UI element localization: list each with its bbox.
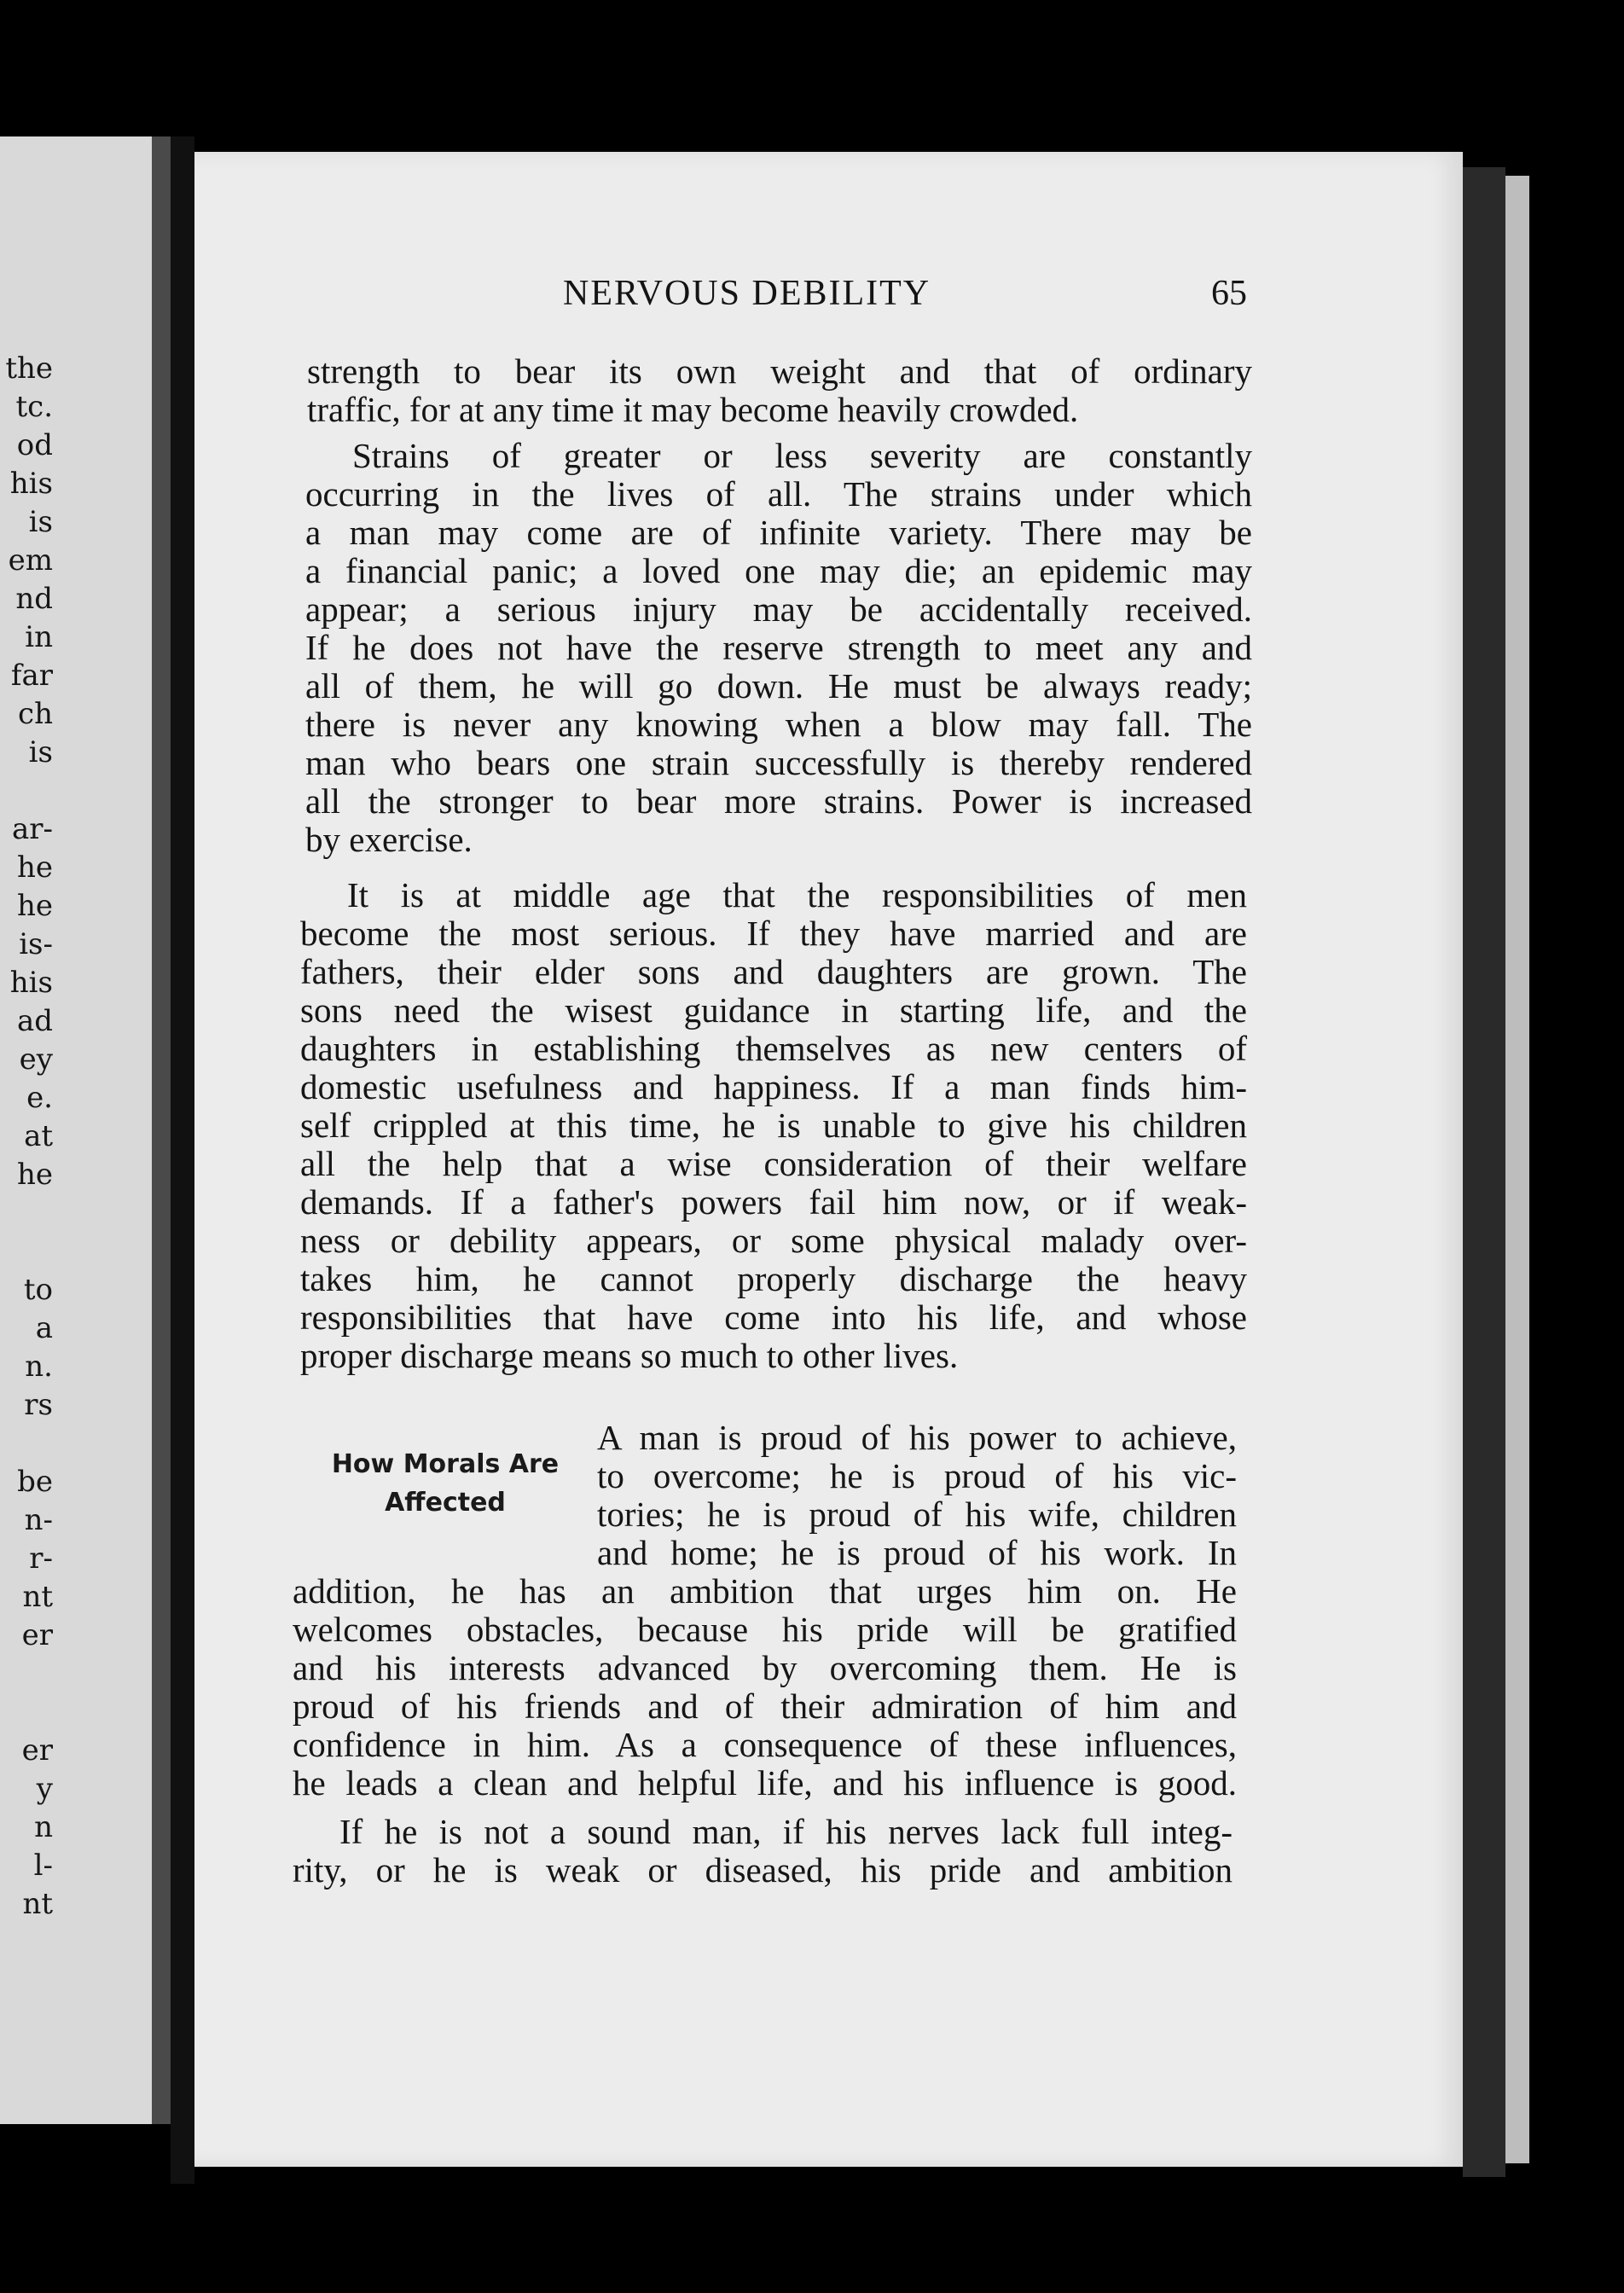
text-line: man who bears one strain successfully is thereby rendered (305, 743, 1252, 782)
left-page-fragment: od (16, 428, 53, 462)
left-page-fragment: tc. (15, 390, 53, 424)
text-line: he leads a clean and helpful life, and his influence is good. (293, 1763, 1237, 1802)
text-line: a man may come are of infinite variety. There may be (305, 513, 1252, 552)
left-page-fragment: a (35, 1311, 53, 1345)
paragraph-1 (307, 352, 1252, 429)
text-line: occurring in the lives of all. The strains under which (305, 474, 1252, 514)
left-page-fragment: in (25, 620, 53, 654)
left-page-fragment: em (8, 543, 53, 578)
text-line: confidence in him. As a consequence of these influences, (293, 1725, 1237, 1764)
left-page-fragment: to (23, 1273, 53, 1307)
text-line: A man is proud of his power to achieve, (597, 1418, 1237, 1457)
text-line: responsibilities that have come into his life, and whose (300, 1297, 1247, 1337)
left-page-fragment: n- (24, 1503, 53, 1537)
page-edge-shadow (1463, 167, 1505, 2177)
page-stack-edge (1505, 176, 1529, 2163)
left-page-fragment: is (28, 735, 53, 769)
left-page-fragment: er (21, 1618, 53, 1652)
left-page-fragment: the (5, 351, 53, 386)
text-line: tories; he is proud of his wife, children (597, 1495, 1237, 1534)
left-page-fragment: nt (22, 1580, 53, 1614)
left-page-edge (152, 136, 171, 2124)
text-line: all of them, he will go down. He must be always ready; (305, 666, 1252, 705)
left-page-fragment: n. (25, 1350, 53, 1384)
left-page-fragment: ar- (11, 812, 53, 846)
left-page-fragment: is- (19, 927, 53, 961)
left-page-fragment: far (10, 659, 53, 693)
text-line: appear; a serious injury may be accidentally received. (305, 589, 1252, 629)
text-line: become the most serious. If they have married and are (300, 914, 1247, 953)
left-page-fragment: ad (16, 1004, 53, 1038)
sidenote-line: How Morals Are (331, 1449, 560, 1479)
left-page-fragment: n (34, 1810, 53, 1844)
text-line: It is at middle age that the responsibilities of men (347, 875, 1247, 914)
text-line: welcomes obstacles, because his pride will be gratified (293, 1610, 1237, 1649)
left-page-fragment: at (24, 1119, 53, 1153)
page-number: 65 (1211, 274, 1247, 313)
paragraph-5 (293, 1813, 1232, 1890)
sidenote-line: Affected (385, 1488, 506, 1518)
left-page-fragment: his (9, 467, 53, 501)
text-line: all the help that a wise consideration of their welfare (300, 1144, 1247, 1183)
text-line: a financial panic; a loved one may die; an epidemic may (305, 551, 1252, 590)
left-page-fragment: he (16, 1158, 53, 1192)
text-line: strength to bear its own weight and that of ordinary (307, 351, 1252, 391)
text-line: domestic usefulness and happiness. If a man finds him- (300, 1067, 1247, 1106)
paragraph-4 (293, 1572, 1237, 1802)
text-line: and home; he is proud of his work. In (597, 1533, 1237, 1572)
running-head-title: NERVOUS DEBILITY (563, 274, 931, 313)
text-line: demands. If a father's powers fail him now, or if weak- (300, 1182, 1247, 1222)
left-page-fragment: be (17, 1465, 53, 1499)
text-line: rity, or he is weak or diseased, his pride and ambition (293, 1850, 1232, 1890)
text-line: If he does not have the reserve strength to meet any and (305, 628, 1252, 667)
left-page-fragment: e. (26, 1081, 53, 1115)
left-page-fragment: he (16, 889, 53, 923)
book-gutter (171, 136, 194, 2184)
text-line: fathers, their elder sons and daughters are grown. The (300, 952, 1247, 991)
left-page-fragment: er (21, 1733, 53, 1768)
text-line: proud of his friends and of their admiration of him and (293, 1686, 1237, 1726)
text-line: there is never any knowing when a blow may fall. The (305, 705, 1252, 744)
left-page-fragment: r- (29, 1541, 53, 1576)
left-page-fragment: nd (15, 582, 53, 616)
text-line: Strains of greater or less severity are constantly (352, 436, 1252, 475)
left-page-fragment: l- (33, 1849, 53, 1883)
text-line: traffic, for at any time it may become heavily crowded. (307, 390, 1079, 429)
text-line: to overcome; he is proud of his vic- (597, 1456, 1237, 1495)
text-line: takes him, he cannot properly discharge the heavy (300, 1259, 1247, 1298)
left-page-fragment: rs (24, 1388, 53, 1422)
text-line: and his interests advanced by overcoming them. He is (293, 1648, 1237, 1687)
text-line: daughters in establishing themselves as new centers of (300, 1029, 1247, 1068)
text-line: If he is not a sound man, if his nerves lack full integ- (339, 1812, 1232, 1851)
text-line: proper discharge means so much to other lives. (300, 1336, 959, 1375)
left-page-fragment: nt (22, 1887, 53, 1921)
left-page-fragment: ch (18, 697, 53, 731)
text-line: ness or debility appears, or some physical malady over- (300, 1221, 1247, 1260)
paragraph-4-beside-sidenote (597, 1419, 1237, 1572)
text-line: sons need the wisest guidance in starting life, and the (300, 990, 1247, 1030)
sidenote-heading (317, 1445, 573, 1522)
left-page-fragment: y (36, 1772, 53, 1806)
text-line: all the stronger to bear more strains. Power is increased (305, 781, 1252, 821)
left-page-fragment: he (16, 850, 53, 885)
text-line: addition, he has an ambition that urges him on. He (293, 1571, 1237, 1611)
paragraph-2 (305, 437, 1252, 859)
paragraph-3 (300, 876, 1247, 1375)
left-page-fragment: his (9, 966, 53, 1000)
left-page-fragment: ey (19, 1042, 53, 1077)
text-line: by exercise. (305, 820, 473, 859)
text-line: self crippled at this time, he is unable to give his children (300, 1106, 1247, 1145)
left-page-fragment: is (28, 505, 53, 539)
